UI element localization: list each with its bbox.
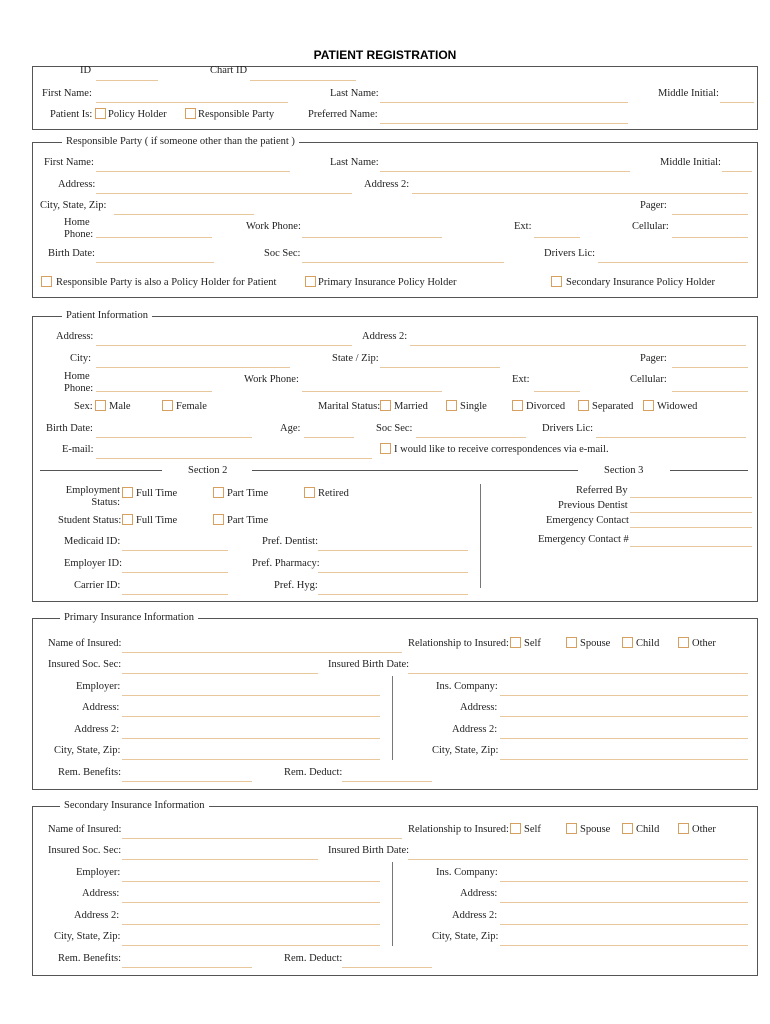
pt-work-phone-label: Work Phone:	[244, 374, 299, 385]
sec-insured-soc-sec-label: Insured Soc. Sec:	[48, 845, 122, 856]
pri-ins-company-label: Ins. Company:	[436, 681, 498, 692]
pt-address-label: Address:	[56, 331, 94, 342]
pt-ext-label: Ext:	[512, 374, 530, 385]
pri-relationship-label: Relationship to Insured:	[408, 638, 509, 649]
pt-emergency-contact-num-label: Emergency Contact #	[538, 534, 629, 545]
pt-state-zip-label: State / Zip:	[332, 353, 379, 364]
sec-ins-address-label: Address:	[460, 888, 498, 899]
policy-holder-checkbox[interactable]	[95, 108, 106, 119]
sec-rem-deduct-label: Rem. Deduct:	[284, 953, 343, 964]
sec-name-insured-field[interactable]	[122, 826, 402, 839]
pt-carrier-id-field[interactable]	[122, 582, 228, 595]
pt-emp-full-time-label: Full Time	[136, 488, 178, 499]
id-field[interactable]	[96, 68, 158, 81]
sec-ins-city-state-zip-field[interactable]	[500, 933, 748, 946]
pri-employer-field[interactable]	[122, 683, 380, 696]
pri-spouse-label: Spouse	[580, 638, 611, 649]
pri-address-label: Address:	[82, 702, 120, 713]
pri-child-checkbox[interactable]	[622, 637, 633, 648]
pri-ins-address-label: Address:	[460, 702, 498, 713]
secondary-insurance-legend: Secondary Insurance Information	[60, 800, 209, 812]
pt-divorced-label: Divorced	[526, 401, 566, 412]
pt-pref-pharmacy-field[interactable]	[318, 560, 468, 573]
pt-birth-date-label: Birth Date:	[46, 423, 93, 434]
sec-employer-label: Employer:	[76, 867, 121, 878]
policy-holder-label: Policy Holder	[108, 109, 167, 120]
pt-email-opt-label: I would like to receive correspondences via e-mail.	[394, 444, 609, 455]
rp-policy-holder-label: Responsible Party is also a Policy Holder for Patient	[56, 277, 277, 288]
pri-city-state-zip-field[interactable]	[122, 747, 380, 760]
section2-right-rule	[252, 470, 578, 471]
rp-soc-sec-field[interactable]	[302, 250, 504, 263]
pt-emp-retired-label: Retired	[318, 488, 349, 499]
section-divider	[480, 484, 481, 588]
sec-rem-benefits-field[interactable]	[122, 955, 252, 968]
rp-first-name-label: First Name:	[44, 157, 94, 168]
pt-address2-label: Address 2:	[362, 331, 408, 342]
pt-pref-dentist-field[interactable]	[318, 538, 468, 551]
section2-left-rule	[40, 470, 162, 471]
pt-sex-label: Sex:	[74, 401, 93, 412]
sec-rem-deduct-field[interactable]	[342, 955, 432, 968]
rp-cellular-field[interactable]	[672, 225, 748, 238]
pt-home-phone-field[interactable]	[96, 379, 212, 392]
pt-medicaid-id-label: Medicaid ID:	[64, 536, 121, 547]
rp-drivers-lic-label: Drivers Lic:	[544, 248, 596, 259]
rp-first-name-field[interactable]	[96, 159, 290, 172]
pri-name-insured-field[interactable]	[122, 640, 402, 653]
pt-soc-sec-label: Soc Sec:	[376, 423, 413, 434]
sec-child-label: Child	[636, 824, 660, 835]
rp-middle-initial-label: Middle Initial:	[660, 157, 721, 168]
patient-is-label: Patient Is:	[50, 109, 93, 120]
pt-work-phone-field[interactable]	[302, 379, 442, 392]
rp-last-name-field[interactable]	[380, 159, 630, 172]
rp-address2-label: Address 2:	[364, 179, 410, 190]
pt-marital-status-label: Marital Status:	[318, 401, 381, 412]
sec-child-checkbox[interactable]	[622, 823, 633, 834]
last-name-label: Last Name:	[330, 88, 379, 99]
first-name-field[interactable]	[96, 90, 288, 103]
rp-city-state-zip-field[interactable]	[114, 202, 254, 215]
sec-ins-address2-field[interactable]	[500, 912, 748, 925]
pri-other-checkbox[interactable]	[678, 637, 689, 648]
pt-pager-label: Pager:	[640, 353, 667, 364]
pt-pref-hyg-field[interactable]	[318, 582, 468, 595]
page-title: PATIENT REGISTRATION	[313, 48, 457, 62]
sec-insured-birth-date-field[interactable]	[408, 847, 748, 860]
pri-column-divider	[392, 676, 393, 760]
rp-address-label: Address:	[58, 179, 96, 190]
pt-drivers-lic-field[interactable]	[596, 425, 746, 438]
pt-city-label: City:	[70, 353, 92, 364]
pt-male-label: Male	[109, 401, 131, 412]
sec-self-checkbox[interactable]	[510, 823, 521, 834]
id-label: ID	[80, 65, 92, 76]
rp-ext-field[interactable]	[534, 225, 580, 238]
sec-spouse-label: Spouse	[580, 824, 611, 835]
pt-emergency-contact-num-field[interactable]	[630, 534, 752, 547]
sec-address-field[interactable]	[122, 890, 380, 903]
pt-employment-status-label: Employment Status:	[65, 485, 120, 508]
patient-info-legend: Patient Information	[62, 310, 152, 322]
rp-pager-field[interactable]	[672, 202, 748, 215]
pt-email-opt-checkbox[interactable]	[380, 443, 391, 454]
pt-student-full-time-label: Full Time	[136, 515, 178, 526]
pt-separated-checkbox[interactable]	[578, 400, 589, 411]
rp-primary-checkbox[interactable]	[305, 276, 316, 287]
pri-ins-address2-label: Address 2:	[452, 724, 498, 735]
section3-right-rule	[670, 470, 748, 471]
pt-emergency-contact-field[interactable]	[630, 515, 752, 528]
pt-emp-part-time-checkbox[interactable]	[213, 487, 224, 498]
rp-policy-holder-checkbox[interactable]	[41, 276, 52, 287]
rp-birth-date-field[interactable]	[96, 250, 214, 263]
rp-home-phone-label: Home Phone:	[64, 217, 94, 240]
pri-name-insured-label: Name of Insured:	[48, 638, 122, 649]
pri-ins-city-state-zip-field[interactable]	[500, 747, 748, 760]
pri-child-label: Child	[636, 638, 660, 649]
section3-heading: Section 3	[604, 465, 644, 476]
pri-rem-deduct-field[interactable]	[342, 769, 432, 782]
pt-student-full-time-checkbox[interactable]	[122, 514, 133, 525]
pt-male-checkbox[interactable]	[95, 400, 106, 411]
pri-insured-birth-date-label: Insured Birth Date:	[328, 659, 410, 670]
rp-home-phone-field[interactable]	[96, 225, 212, 238]
rp-last-name-label: Last Name:	[330, 157, 379, 168]
pri-city-state-zip-label: City, State, Zip:	[54, 745, 121, 756]
pri-rem-benefits-label: Rem. Benefits:	[58, 767, 121, 778]
pt-emp-full-time-checkbox[interactable]	[122, 487, 133, 498]
pt-married-label: Married	[394, 401, 428, 412]
sec-name-insured-label: Name of Insured:	[48, 824, 122, 835]
pri-employer-label: Employer:	[76, 681, 121, 692]
pt-age-field[interactable]	[304, 425, 354, 438]
pri-ins-address2-field[interactable]	[500, 726, 748, 739]
rp-birth-date-label: Birth Date:	[48, 248, 95, 259]
sec-address2-field[interactable]	[122, 912, 380, 925]
pt-single-checkbox[interactable]	[446, 400, 457, 411]
sec-ins-address2-label: Address 2:	[452, 910, 498, 921]
pt-emergency-contact-label: Emergency Contact	[546, 515, 629, 526]
chart-id-label: Chart ID	[210, 65, 248, 76]
sec-ins-company-field[interactable]	[500, 869, 748, 882]
pt-emp-retired-checkbox[interactable]	[304, 487, 315, 498]
pt-single-label: Single	[460, 401, 487, 412]
sec-insured-soc-sec-field[interactable]	[122, 847, 318, 860]
pt-student-part-time-label: Part Time	[227, 515, 269, 526]
rp-city-state-zip-label: City, State, Zip:	[40, 200, 107, 211]
pri-ins-company-field[interactable]	[500, 683, 748, 696]
pri-ins-city-state-zip-label: City, State, Zip:	[432, 745, 499, 756]
rp-work-phone-label: Work Phone:	[246, 221, 301, 232]
last-name-field[interactable]	[380, 90, 628, 103]
pt-pref-dentist-label: Pref. Dentist:	[262, 536, 318, 547]
pri-self-label: Self	[524, 638, 541, 649]
pt-medicaid-id-field[interactable]	[122, 538, 228, 551]
pri-ins-address-field[interactable]	[500, 704, 748, 717]
rp-soc-sec-label: Soc Sec:	[264, 248, 301, 259]
pt-age-label: Age:	[280, 423, 301, 434]
pt-email-label: E-mail:	[62, 444, 94, 455]
pt-email-field[interactable]	[96, 446, 372, 459]
pt-separated-label: Separated	[592, 401, 634, 412]
responsible-party-label: Responsible Party	[198, 109, 275, 120]
chart-id-field[interactable]	[250, 68, 356, 81]
primary-insurance-legend: Primary Insurance Information	[60, 612, 198, 624]
sec-ins-address-field[interactable]	[500, 890, 748, 903]
pt-carrier-id-label: Carrier ID:	[74, 580, 121, 591]
pri-other-label: Other	[692, 638, 716, 649]
pt-referred-by-label: Referred By	[576, 485, 628, 496]
sec-relationship-label: Relationship to Insured:	[408, 824, 509, 835]
pt-female-checkbox[interactable]	[162, 400, 173, 411]
pri-spouse-checkbox[interactable]	[566, 637, 577, 648]
pt-cellular-label: Cellular:	[630, 374, 667, 385]
pt-ext-field[interactable]	[534, 379, 580, 392]
first-name-label: First Name:	[42, 88, 92, 99]
pt-soc-sec-field[interactable]	[416, 425, 526, 438]
sec-other-checkbox[interactable]	[678, 823, 689, 834]
pri-self-checkbox[interactable]	[510, 637, 521, 648]
rp-cellular-label: Cellular:	[632, 221, 669, 232]
sec-city-state-zip-field[interactable]	[122, 933, 380, 946]
middle-initial-field[interactable]	[720, 90, 754, 103]
sec-other-label: Other	[692, 824, 716, 835]
sec-self-label: Self	[524, 824, 541, 835]
pt-city-field[interactable]	[96, 355, 290, 368]
sec-address-label: Address:	[82, 888, 120, 899]
pt-address2-field[interactable]	[410, 333, 746, 346]
rp-ext-label: Ext:	[514, 221, 532, 232]
pt-student-part-time-checkbox[interactable]	[213, 514, 224, 525]
sec-ins-company-label: Ins. Company:	[436, 867, 498, 878]
pt-birth-date-field[interactable]	[96, 425, 252, 438]
pt-pref-hyg-label: Pref. Hyg:	[274, 580, 318, 591]
pt-previous-dentist-field[interactable]	[630, 500, 752, 513]
pri-insured-soc-sec-field[interactable]	[122, 661, 318, 674]
pt-cellular-field[interactable]	[672, 379, 748, 392]
rp-middle-initial-field[interactable]	[722, 159, 752, 172]
pt-address-field[interactable]	[96, 333, 352, 346]
sec-address2-label: Address 2:	[74, 910, 120, 921]
pri-address2-label: Address 2:	[74, 724, 120, 735]
pri-insured-birth-date-field[interactable]	[408, 661, 748, 674]
pt-home-phone-label: Home Phone:	[64, 371, 94, 394]
sec-city-state-zip-label: City, State, Zip:	[54, 931, 121, 942]
pri-address-field[interactable]	[122, 704, 380, 717]
sec-spouse-checkbox[interactable]	[566, 823, 577, 834]
preferred-name-label: Preferred Name:	[308, 109, 378, 120]
pt-widowed-label: Widowed	[657, 401, 698, 412]
rp-secondary-checkbox[interactable]	[551, 276, 562, 287]
rp-pager-label: Pager:	[640, 200, 667, 211]
pri-rem-benefits-field[interactable]	[122, 769, 252, 782]
rp-address2-field[interactable]	[412, 181, 748, 194]
rp-address-field[interactable]	[96, 181, 352, 194]
pt-drivers-lic-label: Drivers Lic:	[542, 423, 594, 434]
sec-rem-benefits-label: Rem. Benefits:	[58, 953, 121, 964]
pt-state-zip-field[interactable]	[380, 355, 500, 368]
sec-insured-birth-date-label: Insured Birth Date:	[328, 845, 410, 856]
rp-drivers-lic-field[interactable]	[598, 250, 748, 263]
pri-insured-soc-sec-label: Insured Soc. Sec:	[48, 659, 122, 670]
pt-employer-id-label: Employer ID:	[64, 558, 123, 569]
rp-secondary-label: Secondary Insurance Policy Holder	[566, 277, 715, 288]
responsible-party-checkbox[interactable]	[185, 108, 196, 119]
sec-employer-field[interactable]	[122, 869, 380, 882]
sec-ins-city-state-zip-label: City, State, Zip:	[432, 931, 499, 942]
pt-married-checkbox[interactable]	[380, 400, 391, 411]
sec-column-divider	[392, 862, 393, 946]
pt-divorced-checkbox[interactable]	[512, 400, 523, 411]
pt-student-status-label: Student Status:	[58, 515, 122, 526]
pri-rem-deduct-label: Rem. Deduct:	[284, 767, 343, 778]
pt-referred-by-field[interactable]	[630, 485, 752, 498]
rp-work-phone-field[interactable]	[302, 225, 442, 238]
pt-female-label: Female	[176, 401, 207, 412]
rp-primary-label: Primary Insurance Policy Holder	[318, 277, 457, 288]
pt-emp-part-time-label: Part Time	[227, 488, 269, 499]
pt-pref-pharmacy-label: Pref. Pharmacy:	[252, 558, 320, 569]
middle-initial-label: Middle Initial:	[658, 88, 719, 99]
responsible-party-legend: Responsible Party ( if someone other than the patient )	[62, 136, 299, 148]
section2-heading: Section 2	[188, 465, 228, 476]
pt-employer-id-field[interactable]	[122, 560, 228, 573]
pt-widowed-checkbox[interactable]	[643, 400, 654, 411]
preferred-name-field[interactable]	[380, 111, 628, 124]
pri-address2-field[interactable]	[122, 726, 380, 739]
pt-pager-field[interactable]	[672, 355, 748, 368]
pt-previous-dentist-label: Previous Dentist	[558, 500, 628, 511]
